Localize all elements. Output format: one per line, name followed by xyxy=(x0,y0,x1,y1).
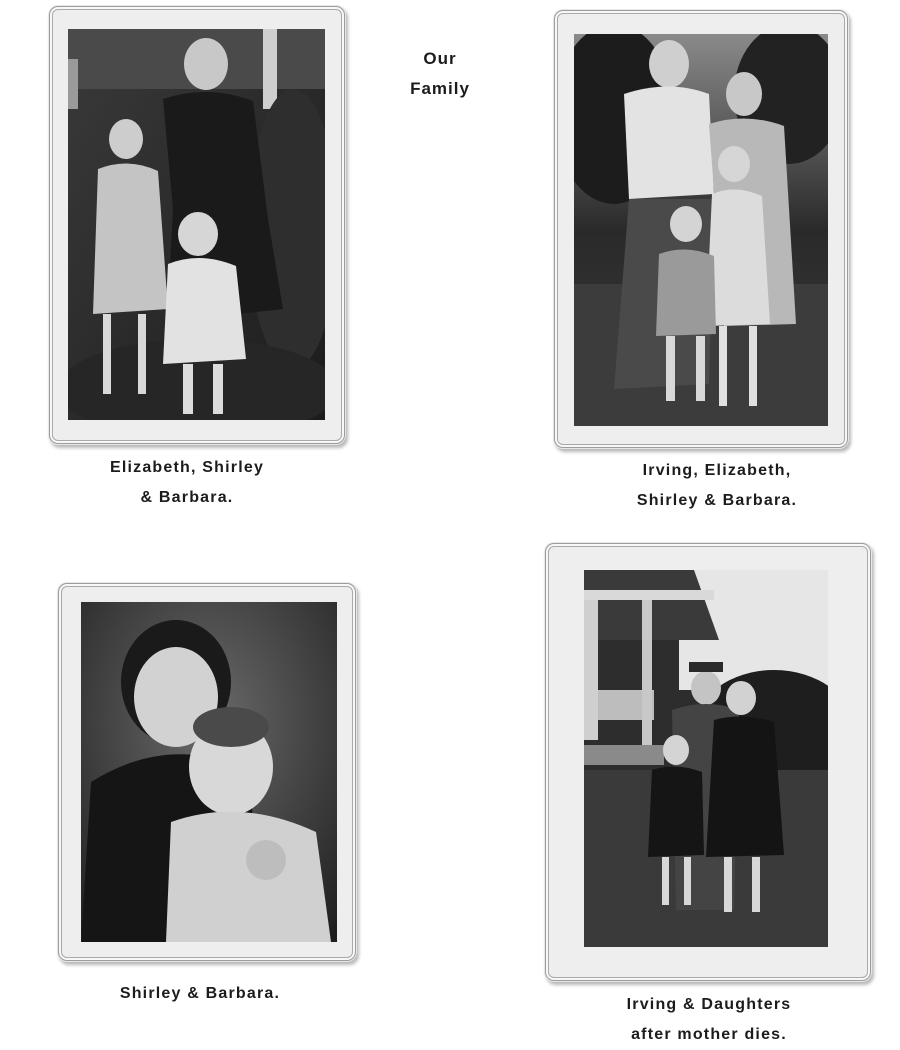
caption-line-1: Irving & Daughters xyxy=(626,996,792,1013)
photo-card-2 xyxy=(557,13,845,445)
photo-caption-3 xyxy=(70,979,330,1009)
photo-card-3 xyxy=(61,586,353,958)
title-line-1: Our xyxy=(423,49,457,68)
photo-3 xyxy=(81,602,337,942)
caption-line-2: after mother dies. xyxy=(631,1026,787,1043)
caption-line-1: Elizabeth, Shirley xyxy=(109,459,265,476)
photo-1 xyxy=(68,29,325,420)
photo-card-1 xyxy=(52,9,342,441)
title-line-2: Family xyxy=(410,79,470,98)
photo-4 xyxy=(584,570,828,947)
caption-line-1: Shirley & Barbara. xyxy=(119,985,281,1002)
photo-caption-2 xyxy=(585,456,849,516)
caption-line-2: & Barbara. xyxy=(140,489,234,506)
photo-2 xyxy=(574,34,828,426)
photo-caption-1 xyxy=(60,453,314,513)
page-title xyxy=(380,44,500,104)
photo-caption-4 xyxy=(578,990,840,1050)
caption-line-2: Shirley & Barbara. xyxy=(636,492,798,509)
caption-line-1: Irving, Elizabeth, xyxy=(642,462,792,479)
photo-card-4 xyxy=(548,546,868,978)
